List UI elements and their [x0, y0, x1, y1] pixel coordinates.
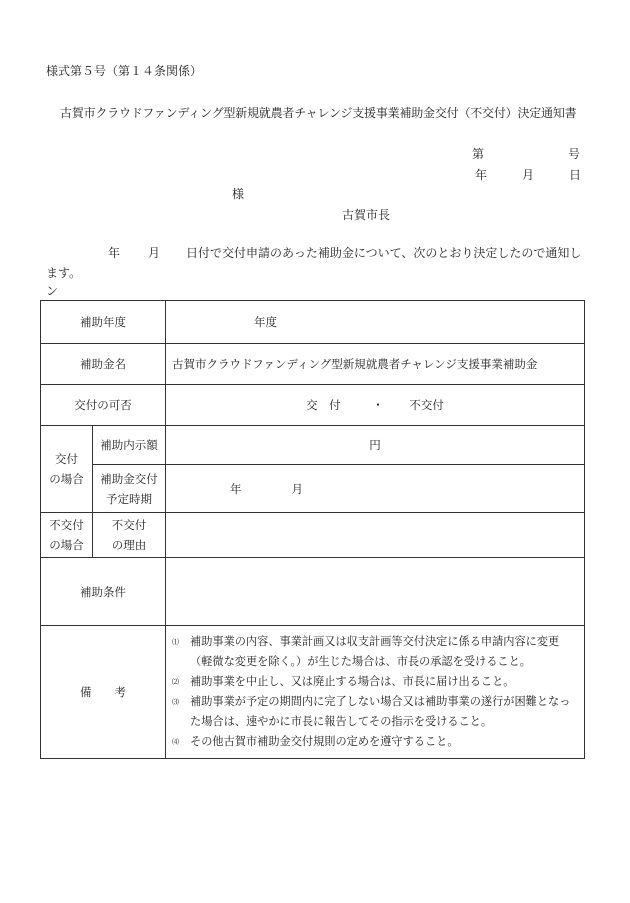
- nogrant-reason-label: [93, 513, 166, 558]
- subsidy-name-cell: [166, 344, 585, 385]
- amount-cell: [166, 426, 585, 465]
- date-year: 年: [475, 168, 488, 182]
- remark-item: [172, 732, 580, 752]
- amount-unit: 円: [369, 438, 381, 452]
- form-number: 様式第５号（第１４条関係）: [46, 64, 203, 78]
- decision-no-grant: 不交付: [409, 398, 444, 412]
- schedule-line1: 補助金交付: [100, 471, 158, 486]
- date-month: 月: [522, 168, 535, 182]
- doc-number-prefix: 第: [472, 147, 485, 161]
- remark-mark: ⑷: [172, 738, 179, 746]
- remark-item: [172, 692, 580, 732]
- remark-mark: ⑶: [172, 698, 179, 706]
- body-line-1: [46, 244, 581, 261]
- schedule-year: 年: [230, 481, 242, 496]
- nogrant-case-label: [41, 513, 93, 558]
- subsidy-name-label: 補助金名: [41, 344, 166, 385]
- remark-item: [172, 632, 580, 672]
- decision-separator: ・: [372, 398, 384, 412]
- fiscal-year-value: 年度: [254, 315, 277, 329]
- schedule-month: 月: [291, 481, 303, 496]
- decision-label: 交付の可否: [41, 385, 166, 426]
- remark-text: 補助事業が予定の期間内に完了しない場合又は補助事業の遂行が困難となった場合は、速やかに市長に報告してその指示を受けること。: [190, 695, 571, 728]
- remarks-label: 備 考: [41, 626, 166, 759]
- doc-number-suffix: 号: [568, 147, 581, 161]
- remark-text: 補助事業の内容、事業計画又は収支計画等交付決定に係る申請内容に変更（軽微な変更を除く。）が生じた場合は、市長の承認を受けること。: [190, 635, 560, 668]
- body-line-2: ます。: [46, 266, 82, 280]
- date-day: 日: [569, 168, 582, 182]
- conditions-label: 補助条件: [41, 558, 166, 626]
- schedule-cell: [166, 465, 585, 513]
- body-month: 月: [148, 246, 161, 260]
- body-text: 日付で交付申請のあった補助金について、次のとおり決定したので通知し: [186, 246, 582, 260]
- conditions-cell: [166, 558, 585, 626]
- nogrant-reason-cell: [166, 513, 585, 558]
- amount-label: 補助内示額: [93, 426, 166, 465]
- fiscal-year-cell: [166, 301, 585, 344]
- nogrant-reason-line2: の理由: [111, 538, 147, 552]
- decision-grant: 交 付: [306, 398, 341, 412]
- sender-name: 古賀市長: [342, 208, 391, 222]
- nogrant-reason-line1: 不交付: [111, 518, 147, 532]
- stray-character: ン: [46, 284, 59, 298]
- nogrant-case-line2: の場合: [49, 538, 84, 552]
- remarks-cell: [166, 626, 585, 759]
- decision-cell: [166, 385, 585, 426]
- subsidy-name-value: 古賀市クラウドファンディング型新規就農者チャレンジ支援事業補助金: [172, 357, 538, 371]
- document-title: 古賀市クラウドファンディング型新規就農者チャレンジ支援事業補助金交付（不交付）決定通知書: [60, 106, 577, 120]
- grant-case-label: [41, 426, 93, 513]
- schedule-label: [93, 465, 166, 513]
- body-year: 年: [108, 246, 121, 260]
- remark-mark: ⑵: [172, 678, 179, 686]
- remark-text: その他古賀市補助金交付規則の定めを遵守すること。: [190, 735, 459, 748]
- remark-text: 補助事業を中止し、又は廃止する場合は、市長に届け出ること。: [190, 675, 515, 688]
- nogrant-case-line1: 不交付: [49, 518, 84, 532]
- fiscal-year-label: 補助年度: [41, 301, 166, 344]
- grant-case-line2: の場合: [49, 472, 84, 486]
- remark-mark: ⑴: [172, 638, 179, 646]
- decision-table: [40, 300, 585, 759]
- schedule-line2: 予定時期: [106, 491, 152, 506]
- remark-item: [172, 672, 580, 692]
- recipient-honorific: 様: [232, 187, 245, 201]
- grant-case-line1: 交付: [55, 452, 78, 466]
